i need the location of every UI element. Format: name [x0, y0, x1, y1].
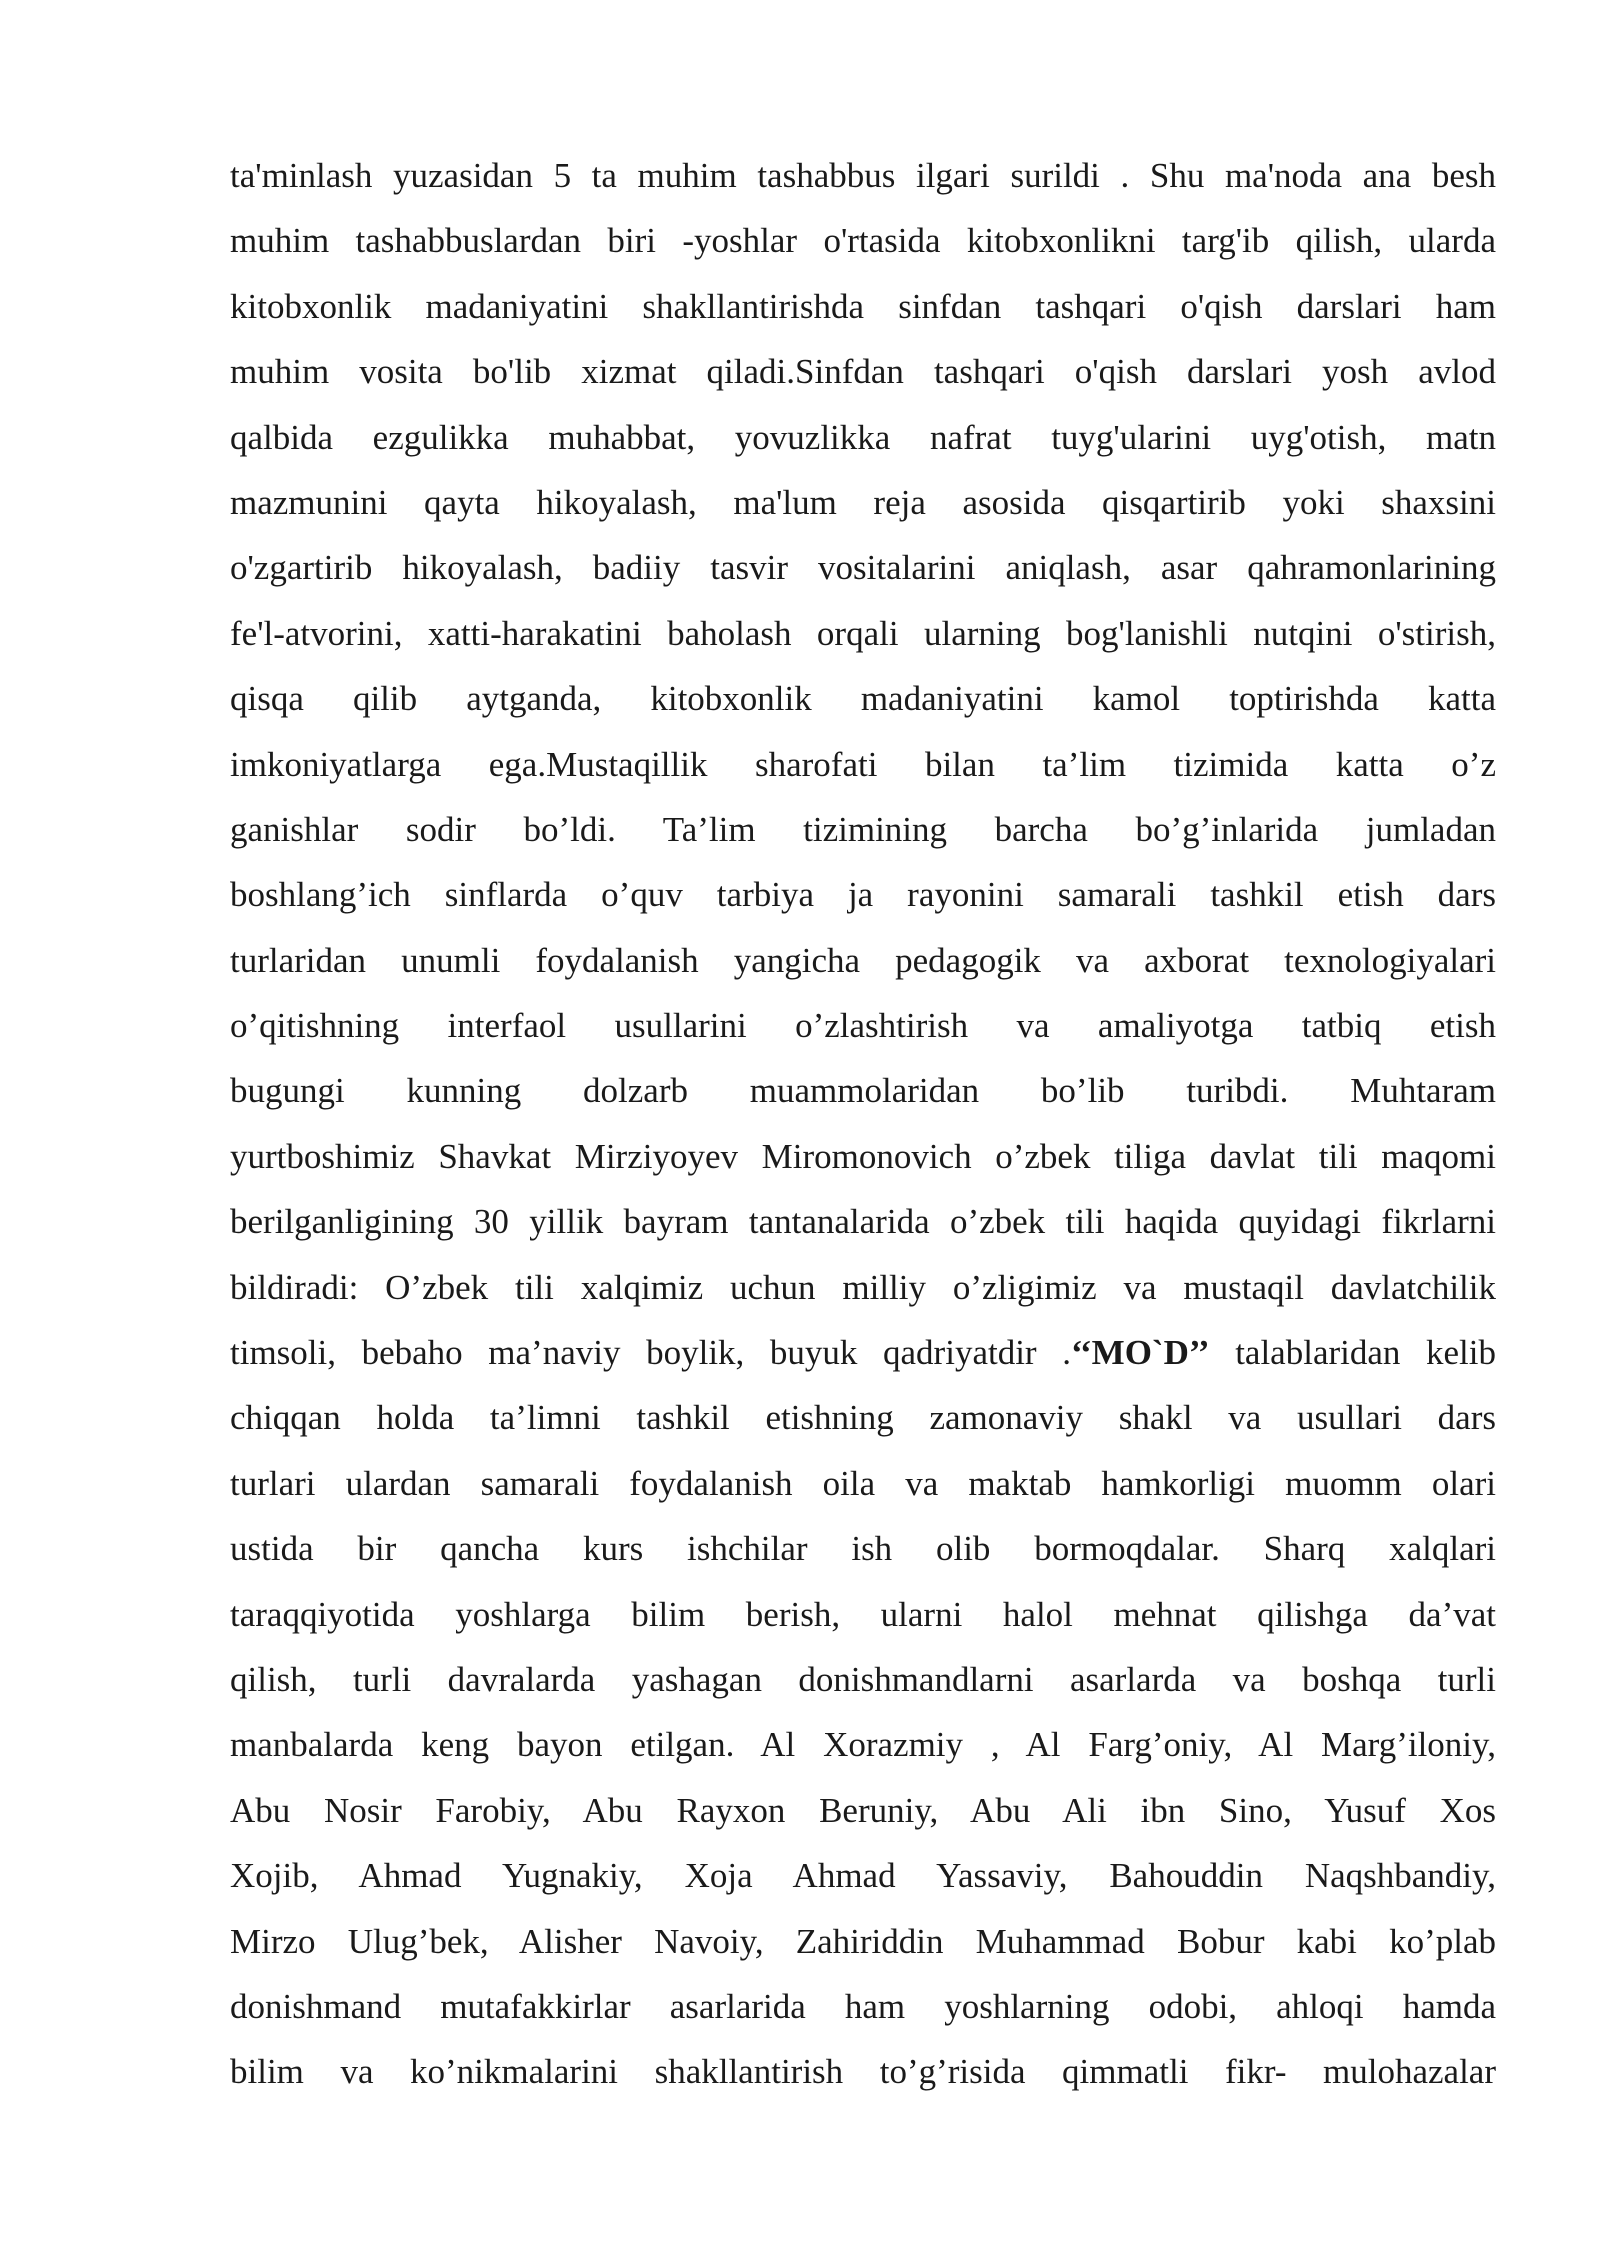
text-line-24: qilish, turli davralarda yashagan donishmandlarni asarlarda va boshqa turli	[230, 1659, 1496, 1699]
text-line-21: turlari ulardan samarali foydalanish oila va maktab hamkorligi muomm olari	[230, 1463, 1496, 1503]
text-line-16: yurtboshimiz Shavkat Mirziyoyev Miromonovich o’zbek tiliga davlat tili maqomi	[230, 1136, 1496, 1176]
text-line-13: turlaridan unumli foydalanish yangicha pedagogik va axborat texnologiyalari	[230, 940, 1496, 980]
text-line-29: donishmand mutafakkirlar asarlarida ham yoshlarning odobi, ahloqi hamda	[230, 1986, 1496, 2026]
text-line-10: imkoniyatlarga ega.Mustaqillik sharofati bilan ta’lim tizimida katta o’z	[230, 744, 1496, 784]
text-line-11: ganishlar sodir bo’ldi. Ta’lim tizimining barcha bo’g’inlarida jumladan	[230, 809, 1496, 849]
text-line-14: o’qitishning interfaol usullarini o’zlashtirish va amaliyotga tatbiq etish	[230, 1006, 1496, 1046]
text-line-19-start: timsoli, bebaho ma’naviy boylik, buyuk qadriyatdir .	[230, 1333, 1071, 1373]
text-line-26: Abu Nosir Farobiy, Abu Rayxon Beruniy, Abu Ali ibn Sino, Yusuf Xos	[230, 1790, 1496, 1830]
text-line-20: chiqqan holda ta’limni tashkil etishning zamonaviy shakl va usullari dars	[230, 1398, 1496, 1438]
body-text	[230, 152, 1496, 2114]
text-line-8: fe'l-atvorini, xatti-harakatini baholash orqali ularning bog'lanishli nutqini o'stirish,	[230, 613, 1496, 653]
text-line-23: taraqqiyotida yoshlarga bilim berish, ularni halol mehnat qilishga da’vat	[230, 1594, 1496, 1634]
text-line-12: boshlang’ich sinflarda o’quv tarbiya ja rayonini samarali tashkil etish dars	[230, 875, 1496, 915]
text-line-17: berilganligining 30 yillik bayram tantanalarida o’zbek tili haqida quyidagi fikrlarni	[230, 1202, 1496, 1242]
text-line-25: manbalarda keng bayon etilgan. Al Xorazmiy , Al Farg’oniy, Al Marg’iloniy,	[230, 1725, 1496, 1765]
text-line-28: Mirzo Ulug’bek, Alisher Navoiy, Zahiriddin Muhammad Bobur kabi ko’plab	[230, 1921, 1496, 1961]
text-line-7: o'zgartirib hikoyalash, badiiy tasvir vositalarini aniqlash, asar qahramonlarining	[230, 548, 1496, 588]
text-line-18: bildiradi: O’zbek tili xalqimiz uchun milliy o’zligimiz va mustaqil davlatchilik	[230, 1267, 1496, 1307]
text-line-19-end: talablaridan kelib	[1209, 1333, 1496, 1373]
text-line-1: ta'minlash yuzasidan 5 ta muhim tashabbus ilgari surildi . Shu ma'noda ana besh	[230, 156, 1496, 195]
mod-bold-term: ‘‘MO`D’’	[1070, 1333, 1210, 1373]
text-line-19	[230, 1329, 1496, 1394]
text-line-27: Xojib, Ahmad Yugnakiy, Xoja Ahmad Yassaviy, Bahouddin Naqshbandiy,	[230, 1856, 1496, 1896]
text-line-4: muhim vosita bo'lib xizmat qiladi.Sinfdan tashqari o'qish darslari yosh avlod	[230, 352, 1496, 392]
text-line-9: qisqa qilib aytganda, kitobxonlik madaniyatini kamol toptirishda katta	[230, 679, 1496, 719]
text-line-22: ustida bir qancha kurs ishchilar ish olib bormoqdalar. Sharq xalqlari	[230, 1529, 1496, 1569]
text-line-30: bilim va ko’nikmalarini shakllantirish to’g’risida qimmatli fikr- mulohazalar	[230, 2052, 1496, 2092]
text-line-2: muhim tashabbuslardan biri -yoshlar o'rtasida kitobxonlikni targ'ib qilish, ularda	[230, 221, 1496, 261]
text-line-3: kitobxonlik madaniyatini shakllantirishda sinfdan tashqari o'qish darslari ham	[230, 286, 1496, 326]
text-line-5: qalbida ezgulikka muhabbat, yovuzlikka nafrat tuyg'ularini uyg'otish, matn	[230, 417, 1496, 457]
text-line-6: mazmunini qayta hikoyalash, ma'lum reja asosida qisqartirib yoki shaxsini	[230, 482, 1496, 522]
text-line-15: bugungi kunning dolzarb muammolaridan bo’lib turibdi. Muhtaram	[230, 1071, 1496, 1111]
